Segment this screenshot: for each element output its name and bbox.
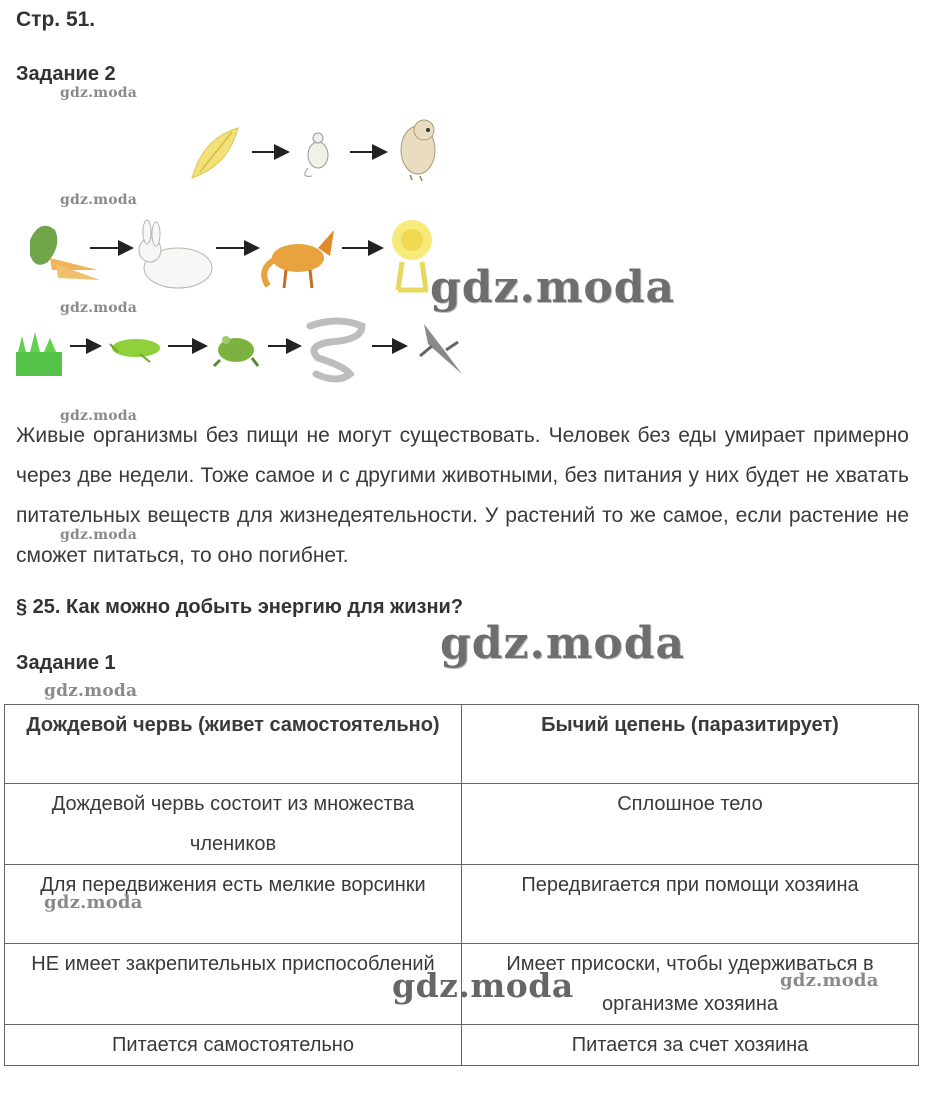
watermark: gdz.moda (60, 408, 138, 424)
watermark: gdz.moda (60, 85, 138, 101)
page-reference: Стр. 51. (16, 8, 96, 31)
comparison-table (4, 704, 919, 1066)
table-row (5, 784, 919, 865)
hare-icon (139, 220, 212, 288)
carrot-icon (30, 226, 100, 280)
table-cell: Имеет присоски, чтобы удерживаться в организме хозяина (462, 944, 919, 1025)
table-cell: Сплошное тело (462, 784, 919, 865)
column-header-earthworm: Дождевой червь (живет самостоятельно) (5, 705, 462, 784)
grass-icon (16, 332, 62, 376)
frog-icon (214, 336, 258, 366)
table-header-row (5, 705, 919, 784)
watermark: gdz.moda (60, 527, 138, 543)
table-cell: Питается за счет хозяина (462, 1025, 919, 1066)
food-necessity-paragraph: Живые организмы без пищи не могут существовать. Человек без еды умирает примерно через две недели. Тоже самое и с другими животными, без питания у них будет не хватать питательных веществ для жизнедеятельности. У растений то же самое, если растение не сможет питаться, то оно погибнет. (16, 424, 909, 567)
food-chains-illustration (0, 110, 929, 400)
table-row (5, 1025, 919, 1066)
task-2-heading: Задание 2 (16, 63, 116, 85)
snake-icon (310, 321, 362, 379)
grain-ear-icon (192, 128, 238, 178)
watermark: gdz.moda (430, 262, 676, 313)
watermark: gdz.moda (780, 970, 879, 991)
watermark: gdz.moda (392, 966, 574, 1005)
watermark: gdz.moda (440, 618, 686, 669)
table-cell: Передвигается при помощи хозяина (462, 865, 919, 944)
fox-icon (264, 230, 334, 288)
task-1-heading: Задание 1 (16, 652, 116, 674)
watermark: gdz.moda (44, 681, 138, 701)
table-cell: Питается самостоятельно (5, 1025, 462, 1066)
watermark: gdz.moda (60, 192, 138, 208)
mouse-icon (305, 133, 328, 176)
column-header-tapeworm: Бычий цепень (паразитирует) (462, 705, 919, 784)
watermark: gdz.moda (44, 892, 143, 913)
watermark: gdz.moda (60, 300, 138, 316)
owl-icon (401, 120, 435, 181)
section-25-heading: § 25. Как можно добыть энергию для жизни? (16, 596, 464, 618)
table-cell: Дождевой червь состоит из множества члеников (5, 784, 462, 865)
grasshopper-icon (110, 339, 160, 362)
lion-icon (392, 220, 432, 290)
table-cell: НЕ имеет закрепительных приспособлений (5, 944, 462, 1025)
table-cell: Для передвижения есть мелкие ворсинки (5, 865, 462, 944)
eagle-icon (420, 324, 462, 374)
